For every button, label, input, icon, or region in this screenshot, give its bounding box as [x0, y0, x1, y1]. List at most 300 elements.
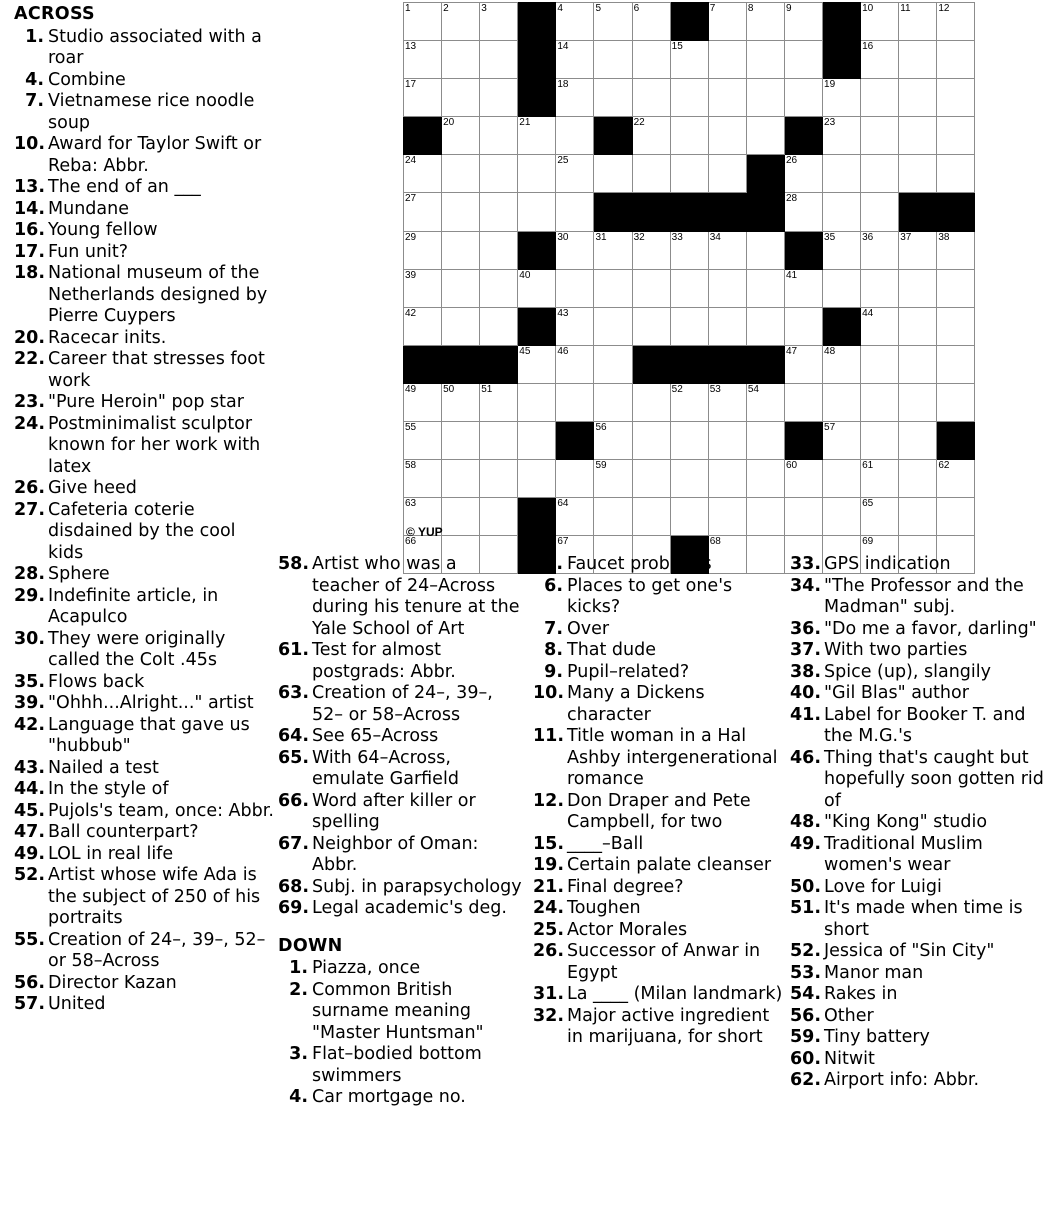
grid-cell[interactable] [899, 307, 937, 345]
grid-cell[interactable] [442, 193, 480, 231]
grid-cell[interactable] [594, 422, 632, 460]
grid-cell[interactable] [594, 3, 632, 41]
grid-cell[interactable] [594, 269, 632, 307]
across-clue-item[interactable] [14, 392, 274, 414]
down-clue-item[interactable] [533, 726, 785, 791]
clue-text: Award for Taylor Swift or Reba: Abbr. [48, 134, 262, 176]
grid-cell[interactable] [823, 422, 861, 460]
down-clue-item[interactable] [790, 662, 1055, 684]
down-clue-item[interactable] [533, 619, 785, 641]
grid-table[interactable] [403, 2, 975, 574]
grid-cell[interactable] [480, 117, 518, 155]
grid-cell[interactable] [937, 345, 975, 383]
down-clue-item[interactable] [278, 980, 528, 1045]
grid-cell[interactable] [746, 498, 784, 536]
grid-cell[interactable] [670, 269, 708, 307]
grid-cell[interactable] [937, 41, 975, 79]
grid-cell[interactable] [899, 3, 937, 41]
grid-cell[interactable] [746, 422, 784, 460]
down-clue-item[interactable] [533, 855, 785, 877]
down-clue-item[interactable] [533, 898, 785, 920]
across-clue-item[interactable] [14, 177, 274, 199]
grid-cell[interactable] [518, 383, 556, 421]
grid-cell[interactable] [708, 498, 746, 536]
grid-cell[interactable] [556, 498, 594, 536]
grid-cell[interactable] [404, 383, 442, 421]
grid-cell[interactable] [404, 41, 442, 79]
clue-number: 9. [544, 661, 563, 682]
grid-cell[interactable] [708, 231, 746, 269]
clue-text: United [48, 994, 106, 1014]
grid-cell[interactable] [480, 269, 518, 307]
grid-cell[interactable] [556, 41, 594, 79]
clue-text: Pujols's team, once: Abbr. [48, 800, 274, 821]
grid-cell[interactable] [594, 307, 632, 345]
grid-cell[interactable] [670, 41, 708, 79]
grid-cell[interactable] [708, 3, 746, 41]
down-clue-item[interactable] [790, 1070, 1055, 1092]
grid-cell[interactable] [746, 3, 784, 41]
across-clue-item[interactable] [14, 27, 274, 70]
grid-cell[interactable] [632, 498, 670, 536]
grid-cell[interactable] [556, 79, 594, 117]
grid-cell[interactable] [784, 193, 822, 231]
across-clue-item[interactable] [14, 263, 274, 328]
grid-cell[interactable] [823, 460, 861, 498]
clue-text: With 64–Across, emulate Garfield [312, 747, 459, 789]
clue-text: "Ohhh...Alright..." artist [48, 693, 254, 713]
clue-text: Love for Luigi [824, 876, 942, 897]
grid-cell[interactable] [632, 41, 670, 79]
grid-cell[interactable] [480, 231, 518, 269]
clue-number: 4. [25, 69, 44, 90]
grid-cell[interactable] [670, 307, 708, 345]
grid-cell[interactable] [899, 117, 937, 155]
grid-cell[interactable] [442, 117, 480, 155]
clue-text: Language that gave us "hubbub" [48, 714, 250, 756]
down-clue-item[interactable] [790, 963, 1055, 985]
across-clue-item[interactable] [278, 791, 528, 834]
across-clue-item[interactable] [14, 478, 274, 500]
grid-cell[interactable] [823, 231, 861, 269]
down-clue-item[interactable] [533, 984, 785, 1006]
down-clue-item[interactable] [790, 898, 1055, 941]
grid-cell-number: 33 [671, 231, 683, 243]
grid-cell[interactable] [861, 117, 899, 155]
grid-cell[interactable] [442, 79, 480, 117]
grid-cell[interactable] [823, 498, 861, 536]
across-clue-item[interactable] [14, 715, 274, 758]
grid-cell[interactable] [518, 460, 556, 498]
grid-cell[interactable] [708, 269, 746, 307]
grid-cell[interactable] [861, 460, 899, 498]
down-clue-item[interactable] [790, 640, 1055, 662]
grid-cell[interactable] [937, 117, 975, 155]
grid-cell[interactable] [861, 79, 899, 117]
grid-cell[interactable] [556, 460, 594, 498]
grid-cell[interactable] [784, 307, 822, 345]
grid-cell[interactable] [632, 422, 670, 460]
clue-number: 6. [544, 575, 563, 596]
across-clue-item[interactable] [278, 834, 528, 877]
grid-cell[interactable] [708, 155, 746, 193]
grid-cell[interactable] [708, 41, 746, 79]
grid-cell[interactable] [518, 155, 556, 193]
grid-cell[interactable] [861, 269, 899, 307]
grid-cell[interactable] [746, 460, 784, 498]
grid-cell[interactable] [861, 307, 899, 345]
grid-cell[interactable] [899, 155, 937, 193]
grid-cell[interactable] [442, 231, 480, 269]
grid-cell[interactable] [632, 231, 670, 269]
grid-cell[interactable] [899, 231, 937, 269]
across-clue-item[interactable] [14, 328, 274, 350]
grid-cell[interactable] [556, 345, 594, 383]
grid-cell[interactable] [442, 155, 480, 193]
grid-cell[interactable] [632, 307, 670, 345]
grid-cell[interactable] [594, 155, 632, 193]
down-clue-item[interactable] [533, 662, 785, 684]
grid-cell[interactable] [670, 117, 708, 155]
grid-cell[interactable] [594, 383, 632, 421]
grid-cell[interactable] [632, 383, 670, 421]
grid-cell[interactable] [823, 193, 861, 231]
grid-cell[interactable] [556, 307, 594, 345]
clue-text: Racecar inits. [48, 327, 167, 348]
grid-cell[interactable] [708, 422, 746, 460]
grid-cell-block [632, 345, 670, 383]
grid-cell[interactable] [823, 79, 861, 117]
grid-cell[interactable] [404, 460, 442, 498]
down-clue-item[interactable] [790, 1006, 1055, 1028]
grid-credit: © YUP [406, 525, 443, 539]
grid-cell[interactable] [823, 269, 861, 307]
grid-cell[interactable] [670, 383, 708, 421]
grid-cell[interactable] [670, 498, 708, 536]
across-clue-item[interactable] [278, 554, 528, 640]
across-clue-item[interactable] [14, 973, 274, 995]
grid-cell-number: 45 [519, 345, 531, 357]
grid-cell-number: 24 [405, 155, 417, 167]
grid-cell[interactable] [442, 3, 480, 41]
down-clue-item[interactable] [790, 877, 1055, 899]
grid-cell[interactable] [861, 383, 899, 421]
grid-cell[interactable] [937, 155, 975, 193]
grid-cell[interactable] [480, 79, 518, 117]
grid-cell[interactable] [404, 307, 442, 345]
grid-cell[interactable] [899, 460, 937, 498]
down-clue-item[interactable] [533, 791, 785, 834]
grid-cell[interactable] [937, 498, 975, 536]
grid-cell-number: 68 [709, 536, 721, 548]
grid-cell[interactable] [861, 345, 899, 383]
grid-cell[interactable] [823, 155, 861, 193]
across-clue-item[interactable] [14, 672, 274, 694]
grid-cell[interactable] [899, 79, 937, 117]
grid-cell[interactable] [670, 422, 708, 460]
grid-cell[interactable] [899, 498, 937, 536]
grid-cell[interactable] [861, 498, 899, 536]
grid-cell[interactable] [594, 345, 632, 383]
across-clue-item[interactable] [14, 994, 274, 1016]
across-clue-item[interactable] [278, 726, 528, 748]
grid-cell[interactable] [746, 307, 784, 345]
across-clue-item[interactable] [14, 500, 274, 565]
across-clue-item[interactable] [278, 683, 528, 726]
down-clue-item[interactable] [790, 576, 1055, 619]
down-clue-item[interactable] [533, 640, 785, 662]
grid-cell[interactable] [404, 422, 442, 460]
clue-number: 1. [289, 958, 308, 978]
grid-cell[interactable] [708, 460, 746, 498]
grid-cell[interactable] [480, 193, 518, 231]
grid-cell[interactable] [937, 460, 975, 498]
grid-cell[interactable] [404, 269, 442, 307]
grid-cell[interactable] [404, 3, 442, 41]
grid-cell[interactable] [899, 345, 937, 383]
grid-cell-number: 29 [405, 231, 417, 243]
grid-cell-number: 30 [557, 231, 569, 243]
grid-cell[interactable] [518, 345, 556, 383]
grid-cell[interactable] [404, 193, 442, 231]
grid-cell[interactable] [937, 269, 975, 307]
across-clue-item[interactable] [14, 349, 274, 392]
across-clue-item[interactable] [14, 865, 274, 930]
grid-cell[interactable] [518, 269, 556, 307]
grid-cell[interactable] [632, 460, 670, 498]
across-clue-item[interactable] [14, 586, 274, 629]
across-clue-item[interactable] [14, 779, 274, 801]
grid-cell[interactable] [746, 41, 784, 79]
across-clue-item[interactable] [14, 220, 274, 242]
grid-cell[interactable] [518, 117, 556, 155]
down-clue-item[interactable] [790, 1027, 1055, 1049]
grid-cell[interactable] [442, 460, 480, 498]
grid-cell[interactable] [861, 41, 899, 79]
grid-cell[interactable] [670, 79, 708, 117]
down-clue-item[interactable] [790, 812, 1055, 834]
grid-cell[interactable] [708, 307, 746, 345]
down-clue-item[interactable] [533, 576, 785, 619]
across-clue-item[interactable] [14, 564, 274, 586]
grid-cell[interactable] [746, 79, 784, 117]
grid-cell[interactable] [937, 3, 975, 41]
grid-cell[interactable] [823, 345, 861, 383]
grid-cell-number: 37 [900, 231, 912, 243]
clue-number: 34. [790, 575, 822, 596]
down-clue-item[interactable] [790, 984, 1055, 1006]
grid-cell[interactable] [708, 117, 746, 155]
grid-cell[interactable] [899, 383, 937, 421]
across-clue-item[interactable] [14, 199, 274, 221]
grid-cell[interactable] [861, 3, 899, 41]
grid-cell[interactable] [594, 498, 632, 536]
grid-cell[interactable] [594, 79, 632, 117]
across-heading: ACROSS [14, 4, 95, 24]
grid-cell[interactable] [404, 79, 442, 117]
across-clue-item[interactable] [14, 91, 274, 134]
grid-cell[interactable] [442, 383, 480, 421]
grid-cell[interactable] [480, 383, 518, 421]
grid-cell[interactable] [670, 460, 708, 498]
down-clue-item[interactable] [533, 941, 785, 984]
across-clue-item[interactable] [278, 640, 528, 683]
grid-cell[interactable] [899, 41, 937, 79]
across-clue-item[interactable] [14, 134, 274, 177]
grid-cell[interactable] [480, 155, 518, 193]
grid-cell[interactable] [670, 155, 708, 193]
grid-cell[interactable] [746, 269, 784, 307]
across-clue-list-1 [14, 27, 274, 1016]
down-clue-item[interactable] [533, 554, 785, 576]
grid-cell[interactable] [823, 383, 861, 421]
grid-cell[interactable] [670, 231, 708, 269]
grid-row [404, 460, 975, 498]
grid-cell[interactable] [937, 79, 975, 117]
grid-cell[interactable] [632, 155, 670, 193]
grid-cell[interactable] [784, 498, 822, 536]
down-clue-item[interactable] [533, 920, 785, 942]
grid-cell-number: 56 [595, 422, 607, 434]
across-clue-item[interactable] [14, 414, 274, 479]
across-clue-item[interactable] [278, 748, 528, 791]
grid-cell-number: 10 [862, 3, 874, 14]
down-clue-item[interactable] [790, 683, 1055, 705]
grid-cell[interactable] [632, 79, 670, 117]
grid-cell[interactable] [632, 269, 670, 307]
grid-cell[interactable] [937, 231, 975, 269]
grid-cell[interactable] [861, 422, 899, 460]
grid-cell[interactable] [632, 117, 670, 155]
grid-cell-block [404, 117, 442, 155]
across-clue-item[interactable] [14, 822, 274, 844]
grid-cell-block [708, 345, 746, 383]
grid-cell[interactable] [708, 79, 746, 117]
across-clue-item[interactable] [14, 629, 274, 672]
grid-cell[interactable] [861, 193, 899, 231]
grid-cell[interactable] [746, 383, 784, 421]
grid-cell-number: 25 [557, 155, 569, 167]
grid-cell[interactable] [937, 383, 975, 421]
grid-cell[interactable] [937, 307, 975, 345]
down-clue-item[interactable] [533, 834, 785, 856]
grid-cell[interactable] [784, 383, 822, 421]
down-clue-item[interactable] [790, 941, 1055, 963]
grid-cell[interactable] [480, 3, 518, 41]
grid-cell[interactable] [746, 231, 784, 269]
grid-cell[interactable] [404, 155, 442, 193]
grid-cell[interactable] [556, 269, 594, 307]
grid-cell[interactable] [442, 307, 480, 345]
down-clue-item[interactable] [790, 748, 1055, 813]
grid-cell-number: 14 [557, 41, 569, 53]
clue-number: 12. [533, 790, 565, 811]
grid-cell[interactable] [594, 460, 632, 498]
clue-text: Traditional Muslim women's wear [824, 833, 983, 875]
grid-cell-number: 63 [405, 498, 417, 510]
grid-cell[interactable] [480, 498, 518, 536]
grid-cell[interactable] [784, 41, 822, 79]
grid-cell-number: 46 [557, 345, 569, 357]
grid-cell[interactable] [784, 155, 822, 193]
across-clue-item[interactable] [14, 758, 274, 780]
grid-cell[interactable] [784, 3, 822, 41]
grid-cell[interactable] [480, 307, 518, 345]
down-clue-item[interactable] [790, 834, 1055, 877]
grid-cell[interactable] [556, 155, 594, 193]
across-clue-item[interactable] [278, 877, 528, 899]
across-clue-item[interactable] [14, 930, 274, 973]
grid-cell[interactable] [556, 3, 594, 41]
grid-cell[interactable] [404, 231, 442, 269]
grid-cell[interactable] [823, 117, 861, 155]
grid-cell[interactable] [556, 193, 594, 231]
down-clue-item[interactable] [278, 1044, 528, 1087]
grid-cell[interactable] [861, 231, 899, 269]
down-clue-item[interactable] [278, 1087, 528, 1109]
grid-cell[interactable] [442, 269, 480, 307]
grid-cell[interactable] [556, 383, 594, 421]
grid-cell[interactable] [594, 231, 632, 269]
across-clue-item[interactable] [14, 844, 274, 866]
grid-cell[interactable] [594, 41, 632, 79]
down-clue-item[interactable] [790, 1049, 1055, 1071]
grid-cell-number: 34 [709, 231, 721, 243]
grid-cell[interactable] [632, 3, 670, 41]
grid-cell[interactable] [784, 269, 822, 307]
down-clue-item[interactable] [278, 958, 528, 980]
grid-row [404, 155, 975, 193]
down-clue-item[interactable] [533, 683, 785, 726]
grid-cell[interactable] [518, 422, 556, 460]
grid-cell[interactable] [442, 422, 480, 460]
grid-cell-number: 60 [785, 460, 798, 472]
grid-cell[interactable] [784, 460, 822, 498]
grid-cell[interactable] [556, 117, 594, 155]
grid-cell[interactable] [518, 193, 556, 231]
grid-cell[interactable] [708, 383, 746, 421]
across-clue-item[interactable] [14, 242, 274, 264]
grid-cell[interactable] [480, 41, 518, 79]
down-clue-item[interactable] [533, 1006, 785, 1049]
down-clue-item[interactable] [790, 554, 1055, 576]
grid-cell[interactable] [899, 269, 937, 307]
grid-cell[interactable] [480, 422, 518, 460]
grid-cell[interactable] [442, 41, 480, 79]
grid-row [404, 3, 975, 41]
grid-cell[interactable] [899, 422, 937, 460]
grid-cell[interactable] [746, 117, 784, 155]
grid-cell[interactable] [861, 155, 899, 193]
down-clue-item[interactable] [790, 619, 1055, 641]
grid-cell[interactable] [784, 345, 822, 383]
grid-cell[interactable] [784, 79, 822, 117]
across-clue-item[interactable] [278, 898, 528, 920]
clue-number: 54. [790, 984, 822, 1004]
clue-text: "Do me a favor, darling" [824, 618, 1037, 639]
grid-cell[interactable] [480, 460, 518, 498]
grid-cell-block [823, 307, 861, 345]
grid-cell[interactable] [556, 231, 594, 269]
down-clue-item[interactable] [533, 877, 785, 899]
across-clue-item[interactable] [14, 801, 274, 823]
grid-cell-number: 65 [862, 498, 874, 510]
down-clue-item[interactable] [790, 705, 1055, 748]
grid-cell[interactable] [442, 498, 480, 536]
crossword-grid[interactable] [403, 2, 950, 574]
across-clue-item[interactable] [14, 693, 274, 715]
across-clue-item[interactable] [14, 70, 274, 92]
